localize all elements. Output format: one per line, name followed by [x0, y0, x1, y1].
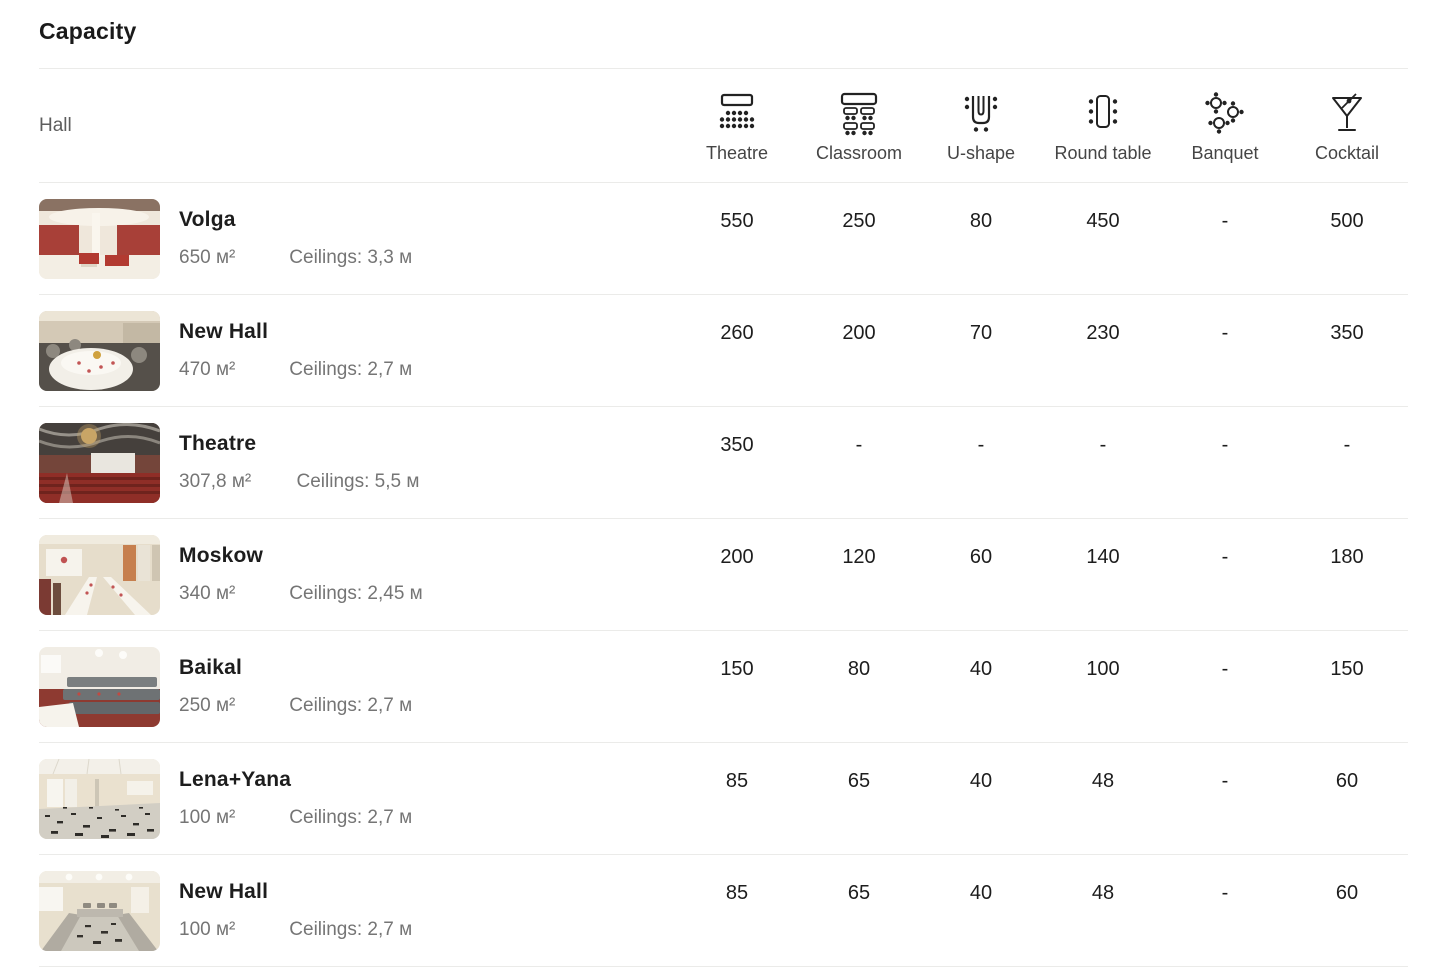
hall-area: 650 м² [179, 247, 236, 268]
hall-ceilings: Ceilings: 2,7 м [289, 919, 413, 940]
baikal-hall-photo[interactable] [39, 647, 160, 727]
hall-name: Volga [179, 208, 236, 231]
capacity-theatre: 150 [720, 658, 754, 680]
hall-name: Baikal [179, 656, 243, 679]
table-row-moskow [39, 519, 1408, 631]
capacity-theatre: 85 [725, 882, 749, 904]
table-row-new-hall [39, 295, 1408, 407]
hall-info [179, 656, 412, 717]
hall-ceilings: Ceilings: 2,7 м [289, 807, 413, 828]
capacity-classroom: 65 [847, 770, 871, 792]
capacity-u-shape: 70 [969, 322, 993, 344]
hall-photo-image [39, 871, 160, 951]
theatre-seating-icon [712, 92, 762, 136]
new-hall-photo[interactable] [39, 311, 160, 391]
hall-name: New Hall [179, 320, 269, 343]
theatre-hall-photo[interactable] [39, 423, 160, 503]
moskow-hall-photo[interactable] [39, 535, 160, 615]
column-label-banquet: Banquet [1191, 142, 1259, 163]
capacity-cocktail: 60 [1335, 882, 1359, 904]
capacity-u-shape: 40 [969, 770, 993, 792]
capacity-table [39, 68, 1408, 967]
column-label-u-shape: U-shape [946, 142, 1016, 163]
u-shape-table-icon [956, 92, 1006, 136]
capacity-round-table: 450 [1086, 210, 1120, 232]
capacity-round-table: 140 [1086, 546, 1120, 568]
capacity-theatre: 550 [720, 210, 754, 232]
hall-cell [39, 743, 676, 854]
hall-name: New Hall [179, 880, 269, 903]
capacity-classroom: - [855, 434, 863, 456]
hall-photo-image [39, 535, 160, 615]
hall-area: 100 м² [179, 807, 236, 828]
hall-info [179, 768, 412, 829]
capacity-theatre: 260 [720, 322, 754, 344]
table-header-row [39, 68, 1408, 183]
capacity-cocktail: - [1343, 434, 1351, 456]
hall-area: 470 м² [179, 359, 236, 380]
hall-photo-image [39, 647, 160, 727]
capacity-theatre: 200 [720, 546, 754, 568]
hall-meta [179, 247, 412, 269]
capacity-round-table: - [1099, 434, 1107, 456]
capacity-banquet: - [1221, 210, 1229, 232]
column-header-cocktail [1286, 69, 1408, 182]
hall-meta [179, 583, 423, 605]
capacity-u-shape: 60 [969, 546, 993, 568]
hall-cell [39, 183, 676, 294]
round-table-icon [1078, 92, 1128, 136]
capacity-cocktail: 350 [1330, 322, 1364, 344]
column-label-theatre: Theatre [705, 142, 769, 163]
column-label-cocktail: Cocktail [1314, 142, 1380, 163]
capacity-banquet: - [1221, 658, 1229, 680]
hall-cell [39, 631, 676, 742]
capacity-cocktail: 180 [1330, 546, 1364, 568]
column-header-round-table [1042, 69, 1164, 182]
table-row-theatre [39, 407, 1408, 519]
column-label-round-table: Round table [1054, 142, 1152, 163]
capacity-theatre: 350 [720, 434, 754, 456]
capacity-classroom: 250 [842, 210, 876, 232]
capacity-banquet: - [1221, 434, 1229, 456]
hall-info [179, 320, 412, 381]
capacity-cocktail: 500 [1330, 210, 1364, 232]
hall-info [179, 544, 423, 605]
hall-column-header: Hall [39, 114, 72, 136]
hall-meta [179, 919, 412, 941]
hall-name: Theatre [179, 432, 257, 455]
hall-area: 100 м² [179, 919, 236, 940]
column-header-classroom [798, 69, 920, 182]
capacity-banquet: - [1221, 546, 1229, 568]
volga-hall-photo[interactable] [39, 199, 160, 279]
capacity-classroom: 65 [847, 882, 871, 904]
hall-area: 250 м² [179, 695, 236, 716]
hall-area: 307,8 м² [179, 471, 252, 492]
capacity-round-table: 230 [1086, 322, 1120, 344]
hall-meta [179, 471, 419, 493]
hall-info [179, 432, 419, 493]
hall-cell [39, 519, 676, 630]
hall-photo-image [39, 199, 160, 279]
hall-ceilings: Ceilings: 2,45 м [289, 583, 423, 604]
hall-cell [39, 855, 676, 966]
capacity-round-table: 48 [1091, 882, 1115, 904]
hall-cell [39, 295, 676, 406]
hall-info [179, 880, 412, 941]
hall-ceilings: Ceilings: 2,7 м [289, 695, 413, 716]
hall-cell [39, 407, 676, 518]
hall-photo-image [39, 759, 160, 839]
table-row-new-hall-2 [39, 855, 1408, 967]
capacity-classroom: 120 [842, 546, 876, 568]
hall-meta [179, 359, 412, 381]
capacity-u-shape: - [977, 434, 985, 456]
capacity-banquet: - [1221, 882, 1229, 904]
hall-ceilings: Ceilings: 5,5 м [296, 471, 420, 492]
capacity-round-table: 100 [1086, 658, 1120, 680]
hall-photo-image [39, 423, 160, 503]
hall-photo-image [39, 311, 160, 391]
capacity-cocktail: 60 [1335, 770, 1359, 792]
banquet-tables-icon [1200, 92, 1250, 136]
section-title: Capacity [39, 18, 137, 44]
capacity-cocktail: 150 [1330, 658, 1364, 680]
hall-ceilings: Ceilings: 3,3 м [289, 247, 413, 268]
hall-meta [179, 807, 412, 829]
capacity-banquet: - [1221, 322, 1229, 344]
hall-info [179, 208, 412, 269]
capacity-u-shape: 80 [969, 210, 993, 232]
hall-ceilings: Ceilings: 2,7 м [289, 359, 413, 380]
column-header-banquet [1164, 69, 1286, 182]
capacity-u-shape: 40 [969, 882, 993, 904]
capacity-classroom: 200 [842, 322, 876, 344]
capacity-round-table: 48 [1091, 770, 1115, 792]
column-header-theatre [676, 69, 798, 182]
cocktail-glass-icon [1322, 92, 1372, 136]
capacity-theatre: 85 [725, 770, 749, 792]
hall-area: 340 м² [179, 583, 236, 604]
classroom-desks-icon [834, 92, 884, 136]
hall-meta [179, 695, 412, 717]
hall-name: Moskow [179, 544, 264, 567]
table-row-baikal [39, 631, 1408, 743]
new-hall-2-photo[interactable] [39, 871, 160, 951]
capacity-u-shape: 40 [969, 658, 993, 680]
column-label-classroom: Classroom [815, 142, 903, 163]
column-header-u-shape [920, 69, 1042, 182]
lena-yana-hall-photo[interactable] [39, 759, 160, 839]
table-row-volga [39, 183, 1408, 295]
hall-name: Lena+Yana [179, 768, 292, 791]
capacity-banquet: - [1221, 770, 1229, 792]
capacity-classroom: 80 [847, 658, 871, 680]
table-row-lena-yana [39, 743, 1408, 855]
